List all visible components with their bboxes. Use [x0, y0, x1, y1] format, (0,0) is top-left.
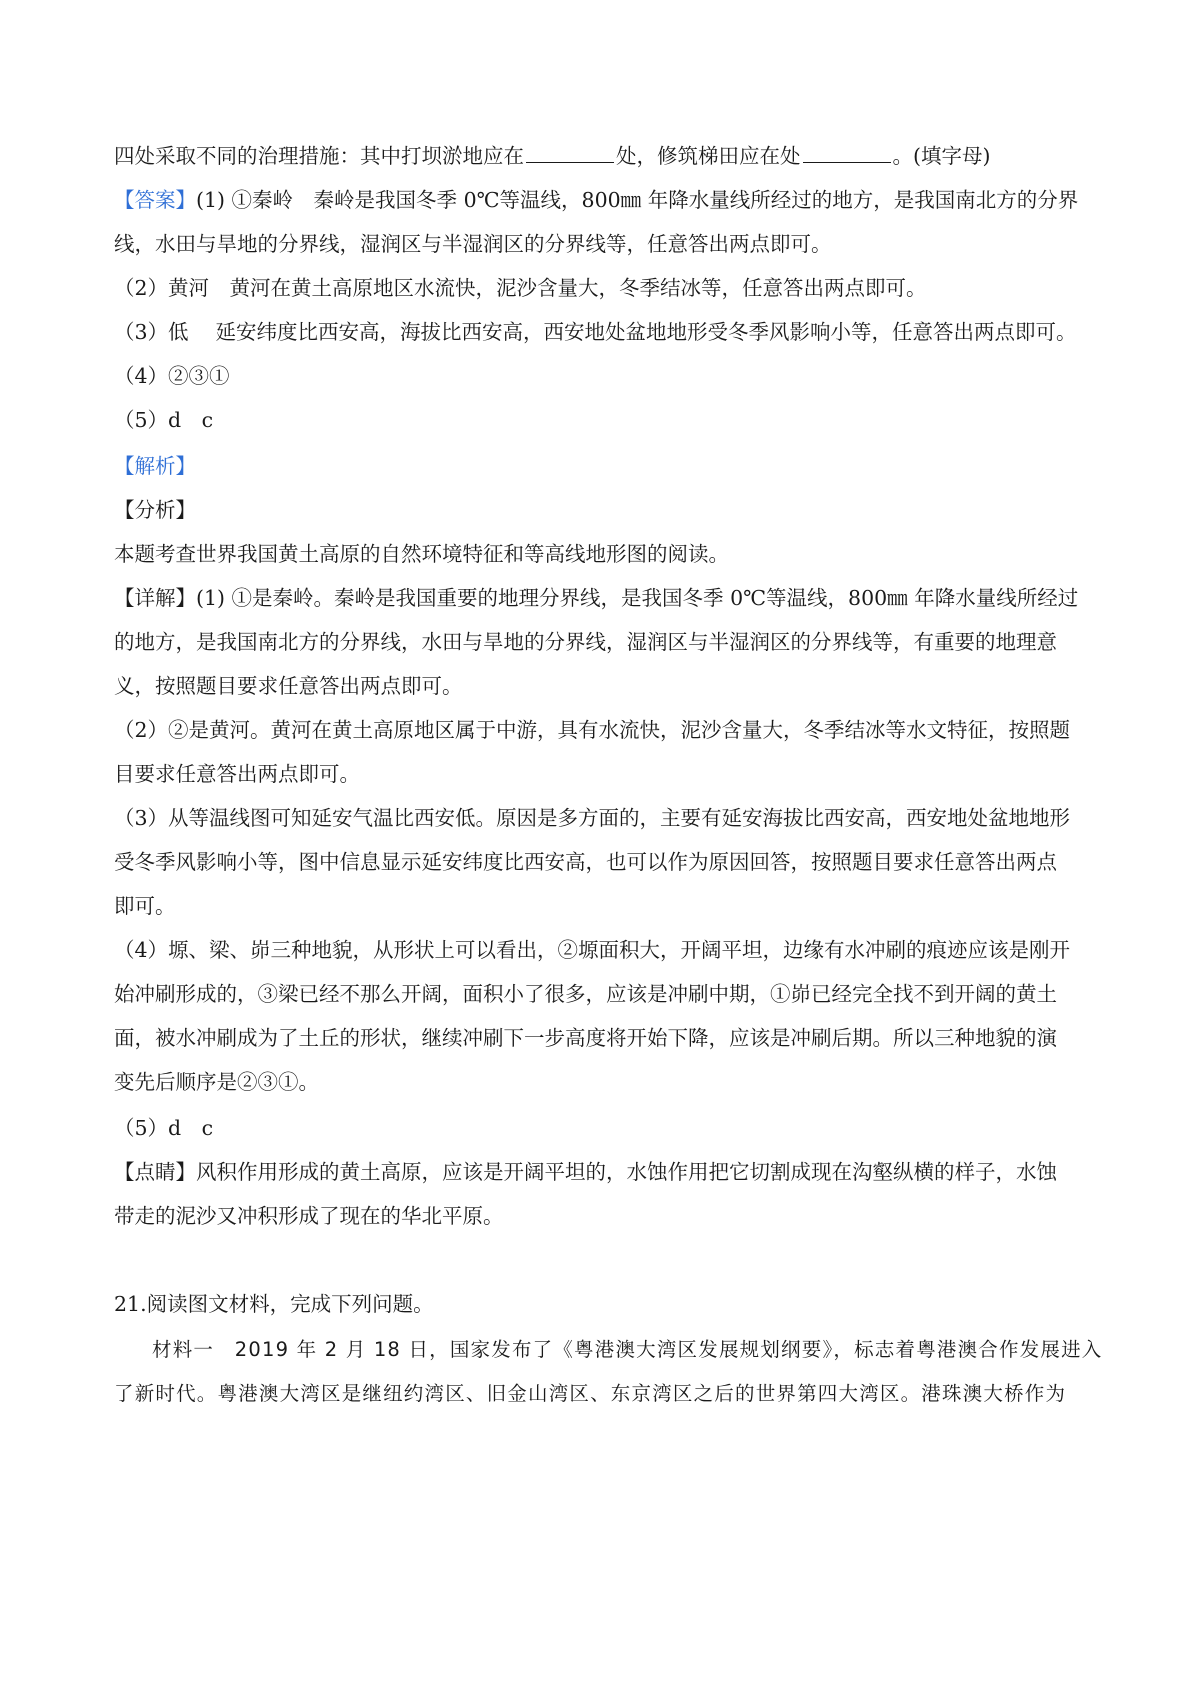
fenxi-tag: 【分析】	[114, 498, 196, 522]
answer-line-1b: 线，水田与旱地的分界线，湿润区与半湿润区的分界线等，任意答出两点即可。	[114, 232, 832, 256]
answer-line-2: （2）黄河 黄河在黄土高原地区水流快，泥沙含量大，冬季结冰等，任意答出两点即可。	[114, 276, 927, 300]
detail-line-5: （5）d c	[114, 1116, 214, 1140]
dianjing-tag: 【点睛】	[114, 1160, 196, 1184]
question-20-fill-line	[114, 142, 1120, 170]
dianjing-line-2: 带走的泥沙又冲积形成了现在的华北平原。	[114, 1204, 504, 1228]
detail-1-text: (1) ①是秦岭。秦岭是我国重要的地理分界线，是我国冬季 0℃等温线，800㎜ 年降水量线所经过	[196, 586, 1079, 610]
detail-line-4: （4）塬、梁、峁三种地貌，从形状上可以看出，②塬面积大，开阔平坦，边缘有水冲刷的痕迹应该是刚开	[114, 938, 1071, 962]
answer-1-text: (1) ①秦岭 秦岭是我国冬季 0℃等温线，800㎜ 年降水量线所经过的地方，是我国南北方的分界	[196, 188, 1079, 212]
analysis-summary: 本题考查世界我国黄土高原的自然环境特征和等高线地形图的阅读。	[114, 542, 729, 566]
detail-line-1b: 的地方，是我国南北方的分界线，水田与旱地的分界线，湿润区与半湿润区的分界线等，有重要的地理意	[114, 630, 1057, 654]
detail-line-3b: 受冬季风影响小等，图中信息显示延安纬度比西安高，也可以作为原因回答，按照题目要求任意答出两点	[114, 850, 1057, 874]
detail-line-3c: 即可。	[114, 894, 176, 918]
answer-line-1	[114, 186, 1120, 214]
blank-2[interactable]	[803, 144, 891, 163]
detail-line-4d: 变先后顺序是②③①。	[114, 1070, 319, 1094]
material-1-line-2: 了新时代。粤港澳大湾区是继纽约湾区、旧金山湾区、东京湾区之后的世界第四大湾区。港珠澳大桥作为	[114, 1382, 1067, 1405]
answer-line-5: （5）d c	[114, 408, 214, 432]
blank-1[interactable]	[526, 144, 614, 163]
question-21-title: 21.阅读图文材料，完成下列问题。	[114, 1292, 434, 1316]
detail-line-2: （2）②是黄河。黄河在黄土高原地区属于中游，具有水流快，泥沙含量大，冬季结冰等水文特征，按照题	[114, 718, 1071, 742]
detail-line-1c: 义，按照题目要求任意答出两点即可。	[114, 674, 463, 698]
detail-line-1	[114, 584, 1120, 612]
detail-line-2b: 目要求任意答出两点即可。	[114, 762, 360, 786]
detail-line-3: （3）从等温线图可知延安气温比西安低。原因是多方面的，主要有延安海拔比西安高，西安地处盆地地形	[114, 806, 1071, 830]
fill-text-pre: 四处采取不同的治理措施：其中打坝淤地应在	[114, 144, 524, 168]
answer-tag: 【答案】	[114, 188, 196, 212]
dianjing-text: 风积作用形成的黄土高原，应该是开阔平坦的，水蚀作用把它切割成现在沟壑纵横的样子，水蚀	[196, 1160, 1057, 1184]
material-1-line-1: 材料一 2019 年 2 月 18 日，国家发布了《粤港澳大湾区发展规划纲要》，标志着粤港澳合作发展进入	[152, 1338, 1103, 1361]
detail-line-4b: 始冲刷形成的，③梁已经不那么开阔，面积小了很多，应该是冲刷中期，①峁已经完全找不到开阔的黄土	[114, 982, 1057, 1006]
analysis-tag: 【解析】	[114, 454, 196, 478]
detail-tag: 【详解】	[114, 586, 196, 610]
fill-text-mid: 处，修筑梯田应在处	[616, 144, 801, 168]
fill-text-post: 。(填字母)	[892, 144, 991, 168]
detail-line-4c: 面，被水冲刷成为了土丘的形状，继续冲刷下一步高度将开始下降，应该是冲刷后期。所以三种地貌的演	[114, 1026, 1057, 1050]
dianjing-line-1	[114, 1158, 1120, 1186]
answer-line-4: （4）②③①	[114, 364, 230, 388]
answer-line-3: （3）低 延安纬度比西安高，海拔比西安高，西安地处盆地地形受冬季风影响小等，任意答出两点即可。	[114, 320, 1077, 344]
